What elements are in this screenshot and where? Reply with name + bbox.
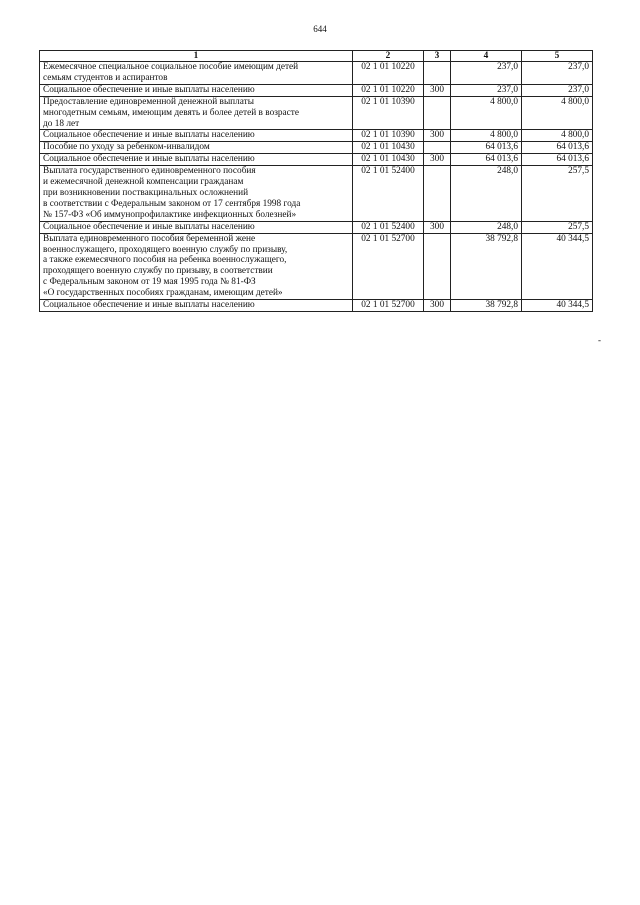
row-value-col5: 40 344,5 (522, 300, 593, 312)
table-row (40, 96, 593, 130)
table-row (40, 221, 593, 233)
header-cell-4: 4 (451, 51, 522, 62)
row-value-col5: 4 800,0 (522, 96, 593, 130)
row-name-line: и ежемесячной денежной компенсации гражданам (43, 177, 244, 188)
row-kind-cell (424, 96, 451, 130)
row-code-cell: 02 1 01 52700 (353, 300, 424, 312)
row-name-cell (40, 166, 353, 222)
row-name-line: Предоставление единовременной денежной выплаты (43, 96, 254, 107)
table-row (40, 233, 593, 299)
row-kind-cell: 300 (424, 154, 451, 166)
row-value-col4: 248,0 (451, 166, 522, 222)
row-name-line: Ежемесячное специальное социальное пособие имеющим детей (43, 62, 299, 72)
row-name-line: проходящего военную службу по призыву, в соответствии (43, 266, 273, 277)
header-cell-5: 5 (522, 51, 593, 62)
row-value-col4: 38 792,8 (451, 233, 522, 299)
row-value-col4: 64 013,6 (451, 142, 522, 154)
row-name-cell (40, 96, 353, 130)
row-value-col5: 4 800,0 (522, 130, 593, 142)
row-value-col4: 237,0 (451, 84, 522, 96)
row-kind-cell: 300 (424, 221, 451, 233)
row-kind-cell (424, 166, 451, 222)
row-kind-cell (424, 233, 451, 299)
row-name-line: Социальное обеспечение и иные выплаты населению (43, 154, 255, 165)
row-code-cell: 02 1 01 10430 (353, 142, 424, 154)
row-name-cell (40, 62, 353, 85)
table-row (40, 142, 593, 154)
row-kind-cell (424, 142, 451, 154)
table-body (40, 62, 593, 312)
row-name-line: семьям студентов и аспирантов (43, 72, 168, 83)
budget-table (39, 50, 593, 312)
table-row (40, 154, 593, 166)
table-row (40, 62, 593, 85)
row-code-cell: 02 1 01 52400 (353, 166, 424, 222)
row-name-line: а также ежемесячного пособия на ребенка военнослужащего, (43, 255, 287, 266)
row-code-cell: 02 1 01 10220 (353, 62, 424, 85)
row-code-cell: 02 1 01 10430 (353, 154, 424, 166)
row-name-cell (40, 221, 353, 233)
row-kind-cell (424, 62, 451, 85)
row-kind-cell: 300 (424, 300, 451, 312)
header-cell-2: 2 (353, 51, 424, 62)
row-name-cell (40, 130, 353, 142)
row-value-col5: 237,0 (522, 62, 593, 85)
edge-mark: - (598, 335, 601, 345)
row-name-line: № 157-ФЗ «Об иммунопрофилактике инфекционных болезней» (43, 209, 297, 220)
row-kind-cell: 300 (424, 130, 451, 142)
row-value-col4: 4 800,0 (451, 96, 522, 130)
row-name-line: при возникновении поствакцинальных осложнений (43, 187, 249, 198)
row-value-col4: 237,0 (451, 62, 522, 85)
row-name-line: Социальное обеспечение и иные выплаты населению (43, 130, 255, 141)
row-code-cell: 02 1 01 10390 (353, 130, 424, 142)
row-code-cell: 02 1 01 10390 (353, 96, 424, 130)
row-name-line: Социальное обеспечение и иные выплаты населению (43, 221, 255, 232)
row-name-line: до 18 лет (43, 118, 80, 129)
row-value-col5: 40 344,5 (522, 233, 593, 299)
table-row (40, 166, 593, 222)
row-value-col5: 64 013,6 (522, 154, 593, 166)
row-value-col5: 257,5 (522, 221, 593, 233)
header-cell-1: 1 (40, 51, 353, 62)
row-value-col4: 64 013,6 (451, 154, 522, 166)
row-name-line: Выплата государственного единовременного пособия (43, 166, 256, 177)
row-name-cell (40, 142, 353, 154)
row-code-cell: 02 1 01 52700 (353, 233, 424, 299)
row-name-cell (40, 233, 353, 299)
header-cell-3: 3 (424, 51, 451, 62)
row-code-cell: 02 1 01 10220 (353, 84, 424, 96)
row-value-col5: 237,0 (522, 84, 593, 96)
row-name-line: с Федеральным законом от 19 мая 1995 года № 81-ФЗ (43, 277, 256, 288)
row-value-col4: 248,0 (451, 221, 522, 233)
table-row (40, 84, 593, 96)
row-name-line: многодетным семьям, имеющим девять и более детей в возрасте (43, 107, 299, 118)
page-number: 644 (313, 24, 327, 34)
row-name-line: Социальное обеспечение и иные выплаты населению (43, 84, 255, 95)
header-row (40, 51, 593, 62)
row-name-line: «О государственных пособиях гражданам, имеющим детей» (43, 288, 283, 299)
row-name-cell (40, 300, 353, 312)
row-value-col4: 38 792,8 (451, 300, 522, 312)
row-name-cell (40, 154, 353, 166)
row-value-col5: 257,5 (522, 166, 593, 222)
row-value-col5: 64 013,6 (522, 142, 593, 154)
row-name-cell (40, 84, 353, 96)
row-code-cell: 02 1 01 52400 (353, 221, 424, 233)
row-value-col4: 4 800,0 (451, 130, 522, 142)
row-name-line: в соответствии с Федеральным законом от 17 сентября 1998 года (43, 198, 301, 209)
row-name-line: военнослужащего, проходящего военную службу по призыву, (43, 244, 288, 255)
row-name-line: Социальное обеспечение и иные выплаты населению (43, 300, 255, 311)
row-kind-cell: 300 (424, 84, 451, 96)
row-name-line: Выплата единовременного пособия беременной жене (43, 233, 256, 244)
table-row (40, 300, 593, 312)
row-name-line: Пособие по уходу за ребенком-инвалидом (43, 142, 210, 153)
table-row (40, 130, 593, 142)
